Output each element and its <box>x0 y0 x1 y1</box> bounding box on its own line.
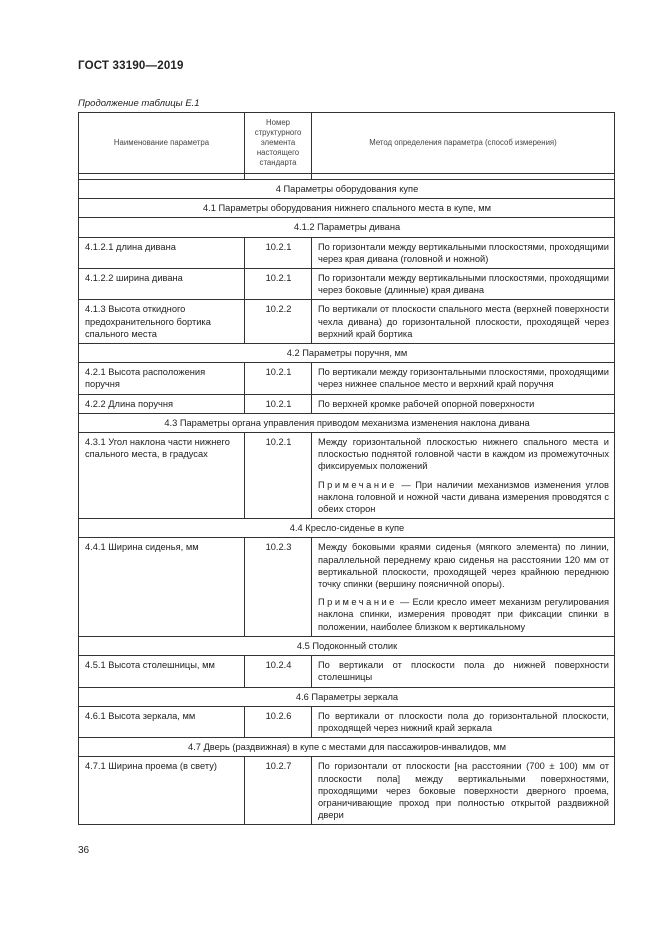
parameters-table <box>78 112 615 825</box>
method-cell: По вертикали от плоскости спального места (верхней поверхности чехла дивана) до горизонтальной плоскости, проходящей через верхний край бортика <box>312 300 615 344</box>
table-row <box>79 300 615 344</box>
element-cell: 10.2.1 <box>245 237 312 268</box>
table-row <box>79 237 615 268</box>
method-cell <box>312 538 615 636</box>
element-cell: 10.2.1 <box>245 394 312 413</box>
method-cell: По вертикали от плоскости пола до горизонтальной плоскости, проходящей через нижний край зеркала <box>312 706 615 737</box>
element-cell: 10.2.2 <box>245 300 312 344</box>
table-row <box>79 538 615 636</box>
table-row <box>79 433 615 519</box>
column-header-param: Наименование параметра <box>79 113 245 174</box>
element-cell: 10.2.1 <box>245 269 312 300</box>
param-cell: 4.6.1 Высота зеркала, мм <box>79 706 245 737</box>
table-row <box>79 394 615 413</box>
note-text: — При наличии механизмов изменения углов наклона головной и ножной части дивана измерения проводятся с обеих сторон <box>318 479 609 515</box>
section-row <box>79 199 615 218</box>
param-cell: 4.3.1 Угол наклона части нижнего спального места, в градусах <box>79 433 245 519</box>
section-heading: 4.3 Параметры органа управления приводом механизма изменения наклона дивана <box>79 413 615 432</box>
element-cell: 10.2.1 <box>245 363 312 394</box>
column-header-method: Метод определения параметра (способ измерения) <box>312 113 615 174</box>
param-cell: 4.1.2.1 длина дивана <box>79 237 245 268</box>
document-title: ГОСТ 33190—2019 <box>78 60 184 72</box>
element-cell: 10.2.6 <box>245 706 312 737</box>
section-row <box>79 636 615 655</box>
note <box>318 479 609 516</box>
table-continuation-caption: Продолжение таблицы Е.1 <box>78 98 200 109</box>
table-row <box>79 363 615 394</box>
method-cell: По горизонтали от плоскости [на расстоянии (700 ± 100) мм от плоскости пола] между вертикальными поверхностями, проходящими через боковые поверхности дверного проема, ограничивающие проход при полностью открытой раздвижной двери <box>312 757 615 825</box>
method-cell: По вертикали между горизонтальными плоскостями, проходящими через нижнее спальное место и верхний край поручня <box>312 363 615 394</box>
column-header-element: Номер структурного элемента настоящего стандарта <box>245 113 312 174</box>
param-cell: 4.1.3 Высота откидного предохранительного бортика спального места <box>79 300 245 344</box>
page-number: 36 <box>78 845 90 856</box>
method-text: Между горизонтальной плоскостью нижнего спального места и плоскостью поднятой головной части в каждом из промежуточных фиксируемых положений <box>318 437 609 472</box>
param-cell: 4.5.1 Высота столешницы, мм <box>79 656 245 687</box>
note <box>318 596 609 633</box>
param-cell: 4.1.2.2 ширина дивана <box>79 269 245 300</box>
note-label: Примечание <box>318 597 397 608</box>
note-text: — Если кресло имеет механизм регулирования наклона спинки, измерения проводят при фиксации спинки в положении, наиболее близком к вертикальному <box>318 597 609 632</box>
section-row <box>79 519 615 538</box>
section-row <box>79 413 615 432</box>
element-cell: 10.2.3 <box>245 538 312 636</box>
table-row <box>79 706 615 737</box>
section-heading: 4.2 Параметры поручня, мм <box>79 344 615 363</box>
section-row <box>79 180 615 199</box>
section-row <box>79 738 615 757</box>
method-cell <box>312 433 615 519</box>
section-heading: 4 Параметры оборудования купе <box>79 180 615 199</box>
note-label: Примечание <box>318 479 397 490</box>
param-cell: 4.2.2 Длина поручня <box>79 394 245 413</box>
element-cell: 10.2.4 <box>245 656 312 687</box>
method-cell: По горизонтали между вертикальными плоскостями, проходящими через боковые (длинные) края дивана <box>312 269 615 300</box>
method-cell: По верхней кромке рабочей опорной поверхности <box>312 394 615 413</box>
table-row <box>79 269 615 300</box>
section-row <box>79 687 615 706</box>
section-heading: 4.7 Дверь (раздвижная) в купе с местами для пассажиров-инвалидов, мм <box>79 738 615 757</box>
element-cell: 10.2.1 <box>245 433 312 519</box>
section-heading: 4.6 Параметры зеркала <box>79 687 615 706</box>
param-cell: 4.2.1 Высота расположения поручня <box>79 363 245 394</box>
param-cell: 4.7.1 Ширина проема (в свету) <box>79 757 245 825</box>
section-heading: 4.5 Подоконный столик <box>79 636 615 655</box>
param-cell: 4.4.1 Ширина сиденья, мм <box>79 538 245 636</box>
section-heading: 4.4 Кресло-сиденье в купе <box>79 519 615 538</box>
section-heading: 4.1 Параметры оборудования нижнего спального места в купе, мм <box>79 199 615 218</box>
method-cell: По горизонтали между вертикальными плоскостями, проходящими через края дивана (головной и ножной) <box>312 237 615 268</box>
section-row <box>79 218 615 237</box>
element-cell: 10.2.7 <box>245 757 312 825</box>
method-cell: По вертикали от плоскости пола до нижней поверхности столешницы <box>312 656 615 687</box>
section-row <box>79 344 615 363</box>
table-row <box>79 656 615 687</box>
method-text: Между боковыми краями сиденья (мягкого элемента) по линии, параллельной переднему краю сиденья на расстоянии 120 мм от вертикальной плоскости, проходящей через крайнюю переднюю точку спинки (вершину поясничной опоры). <box>318 542 609 590</box>
table-header-row <box>79 113 615 174</box>
table-row <box>79 757 615 825</box>
section-heading: 4.1.2 Параметры дивана <box>79 218 615 237</box>
